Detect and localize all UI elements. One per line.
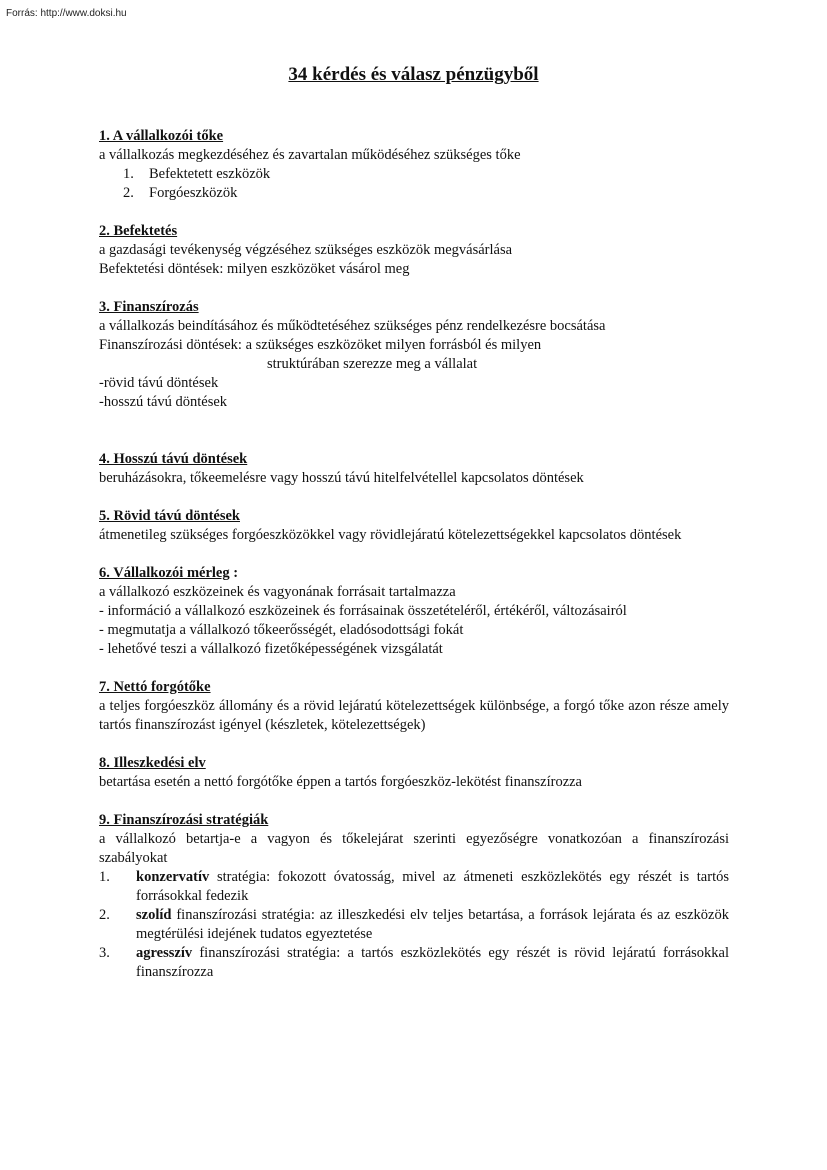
section-text: a vállalkozó betartja-e a vagyon és tőkelejárat szerinti egyezőségre vonatkozóan a finanszírozási szabályokat xyxy=(99,831,729,866)
list-number: 1. xyxy=(99,869,110,885)
section-text: - megmutatja a vállalkozó tőkeerősségét, eladósodottsági fokát xyxy=(99,622,464,638)
section-heading: 2. Befektetés xyxy=(99,223,178,239)
list-number: 3. xyxy=(99,945,110,961)
asset-list xyxy=(99,165,729,203)
section-text: a gazdasági tevékenység végzéséhez szükséges eszközök megvásárlása xyxy=(99,242,513,258)
section-7 xyxy=(99,678,729,735)
list-item xyxy=(99,184,729,203)
list-item xyxy=(99,944,729,982)
section-heading: 4. Hosszú távú döntések xyxy=(99,451,248,467)
strategy-name: konzervatív xyxy=(136,869,210,885)
section-heading: 1. A vállalkozói tőke xyxy=(99,128,224,144)
section-text: a teljes forgóeszköz állomány és a rövid lejáratú kötelezettségek különbsége, a forgó tőke azon része amely tartós finanszírozást igényel (készletek, kötelezettségek) xyxy=(99,698,729,733)
strategy-list xyxy=(99,868,729,982)
strategy-name: szolíd xyxy=(136,907,172,923)
strategy-name: agresszív xyxy=(136,945,193,961)
section-heading: 7. Nettó forgótőke xyxy=(99,679,211,695)
section-heading: 8. Illeszkedési elv xyxy=(99,755,206,771)
strategy-description: finanszírozási stratégia: a tartós eszközlekötés egy részét is rövid lejáratú forrásokkal finanszírozza xyxy=(136,945,729,980)
section-text: betartása esetén a nettó forgótőke éppen a tartós forgóeszköz-lekötést finanszírozza xyxy=(99,774,582,790)
section-5 xyxy=(99,507,729,545)
section-text: a vállalkozás megkezdéséhez és zavartalan működéséhez szükséges tőke xyxy=(99,147,521,163)
section-text: átmenetileg szükséges forgóeszközökkel vagy rövidlejáratú kötelezettségekkel kapcsolatos döntések xyxy=(99,527,682,543)
section-text: a vállalkozás beindításához és működtetéséhez szükséges pénz rendelkezésre bocsátása xyxy=(99,318,606,334)
section-text: beruházásokra, tőkeemelésre vagy hosszú távú hitelfelvétellel kapcsolatos döntések xyxy=(99,470,584,486)
section-1 xyxy=(99,127,729,203)
section-8 xyxy=(99,754,729,792)
section-text: -rövid távú döntések xyxy=(99,375,219,391)
section-text: - lehetővé teszi a vállalkozó fizetőképességének vizsgálatát xyxy=(99,641,443,657)
section-text: Finanszírozási döntések: a szükséges eszközöket milyen forrásból és milyen xyxy=(99,337,542,353)
section-6 xyxy=(99,564,729,659)
document-body xyxy=(99,127,729,982)
section-4 xyxy=(99,450,729,488)
source-note: Forrás: http://www.doksi.hu xyxy=(6,8,127,19)
document-title: 34 kérdés és válasz pénzügyből xyxy=(288,64,539,85)
section-9 xyxy=(99,811,729,982)
section-3 xyxy=(99,298,729,412)
list-number: 2. xyxy=(123,185,134,201)
section-heading: 3. Finanszírozás xyxy=(99,299,199,315)
section-heading-row xyxy=(99,564,729,583)
list-item xyxy=(99,906,729,944)
section-text: struktúrában szerezze meg a vállalat xyxy=(267,356,478,372)
section-text: - információ a vállalkozó eszközeinek és forrásainak összetételéről, értékéről, változásairól xyxy=(99,603,627,619)
list-item xyxy=(99,868,729,906)
strategy-description: finanszírozási stratégia: az illeszkedési elv teljes betartása, a források lejárata és az eszközök megtérülési idejének tudatos egyeztetése xyxy=(136,907,729,942)
list-item xyxy=(99,165,729,184)
section-text: -hosszú távú döntések xyxy=(99,394,228,410)
section-heading: 9. Finanszírozási stratégiák xyxy=(99,812,269,828)
section-2 xyxy=(99,222,729,279)
list-text: Befektetett eszközök xyxy=(149,166,271,182)
list-number: 1. xyxy=(123,166,134,182)
section-heading: 6. Vállalkozói mérleg xyxy=(99,565,230,581)
section-text: Befektetési döntések: milyen eszközöket vásárol meg xyxy=(99,261,410,277)
list-text: Forgóeszközök xyxy=(149,185,238,201)
heading-colon: : xyxy=(229,565,239,581)
section-text: a vállalkozó eszközeinek és vagyonának forrásait tartalmazza xyxy=(99,584,456,600)
strategy-description: stratégia: fokozott óvatosság, mivel az átmeneti eszközlekötés egy részét is tartós forrásokkal fedezik xyxy=(136,869,729,904)
section-heading: 5. Rövid távú döntések xyxy=(99,508,240,524)
list-number: 2. xyxy=(99,907,110,923)
